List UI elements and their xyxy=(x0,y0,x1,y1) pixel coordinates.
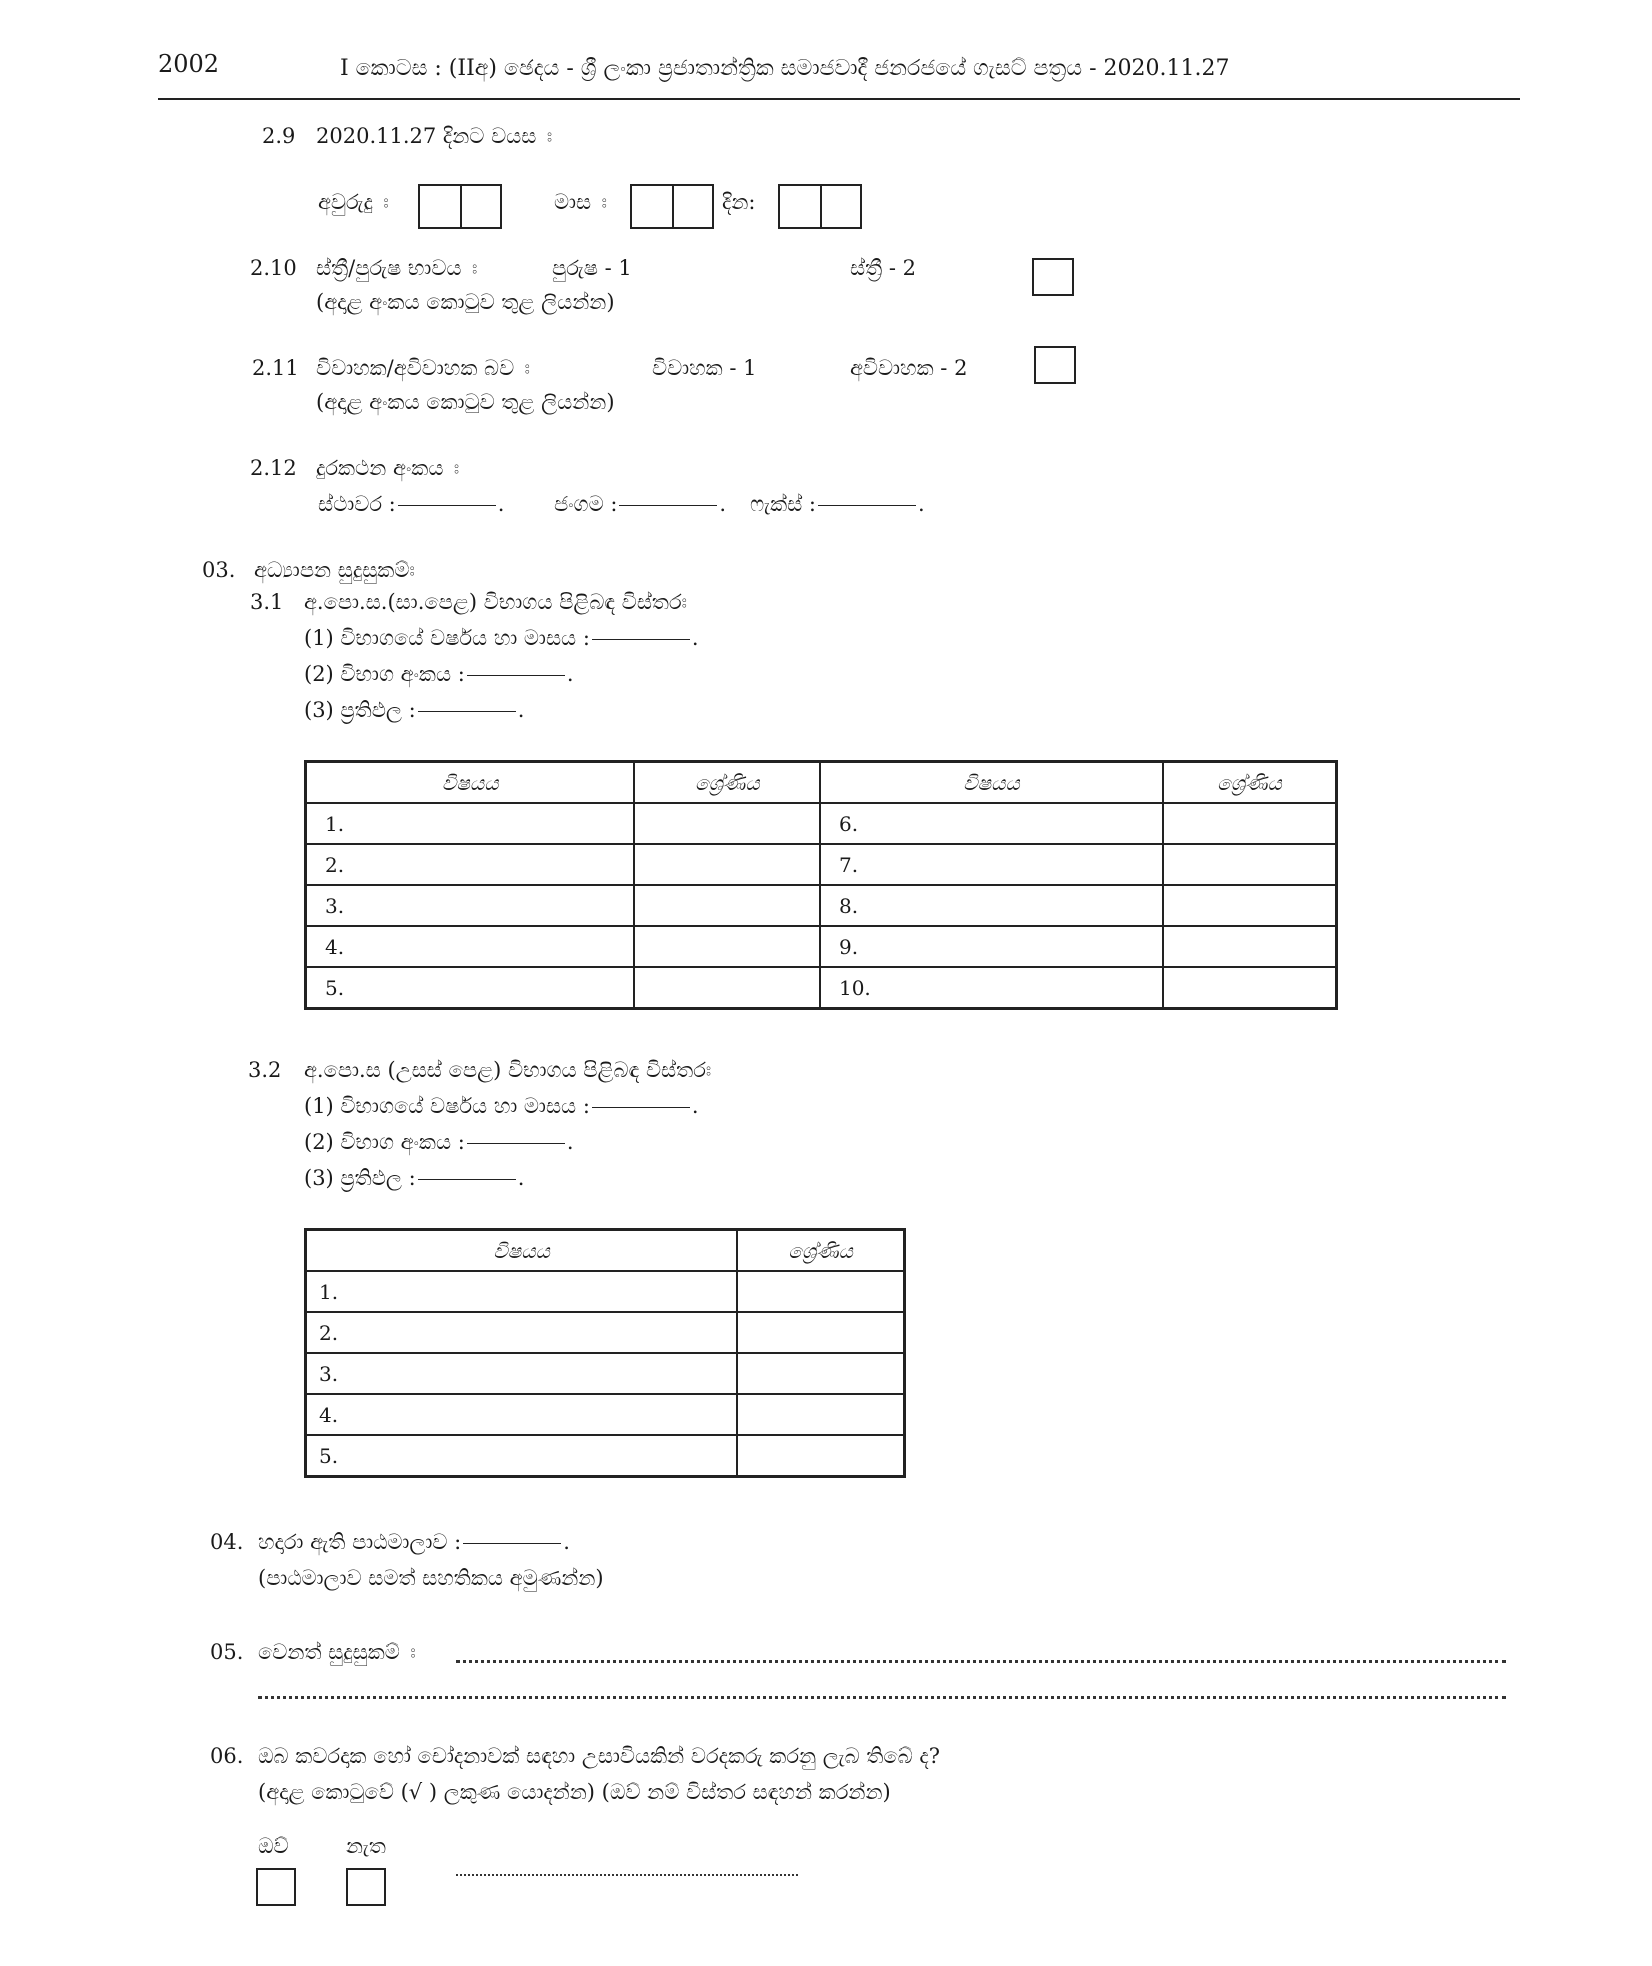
days-input-box[interactable] xyxy=(778,184,862,229)
ol-grade-cell[interactable] xyxy=(1163,885,1337,926)
s2-11-number: 2.11 xyxy=(252,356,299,380)
al-subject-header: විෂයය xyxy=(306,1230,738,1272)
marital-label: විවාහක/අවිවාහක බව ඃ xyxy=(316,356,531,380)
ol-results-label: (3) ප්‍රතිඵල : xyxy=(304,698,416,722)
ol-subject-cell[interactable]: 1. xyxy=(306,803,635,844)
s6-number: 06. xyxy=(210,1744,244,1768)
course-blank[interactable] xyxy=(463,1543,561,1544)
course-label: හදාරා ඇති පාඨමාලාව : xyxy=(258,1530,462,1554)
al-item-index: (2) විභාග අංකය : . xyxy=(304,1130,574,1154)
phone-mobile-line: ජංගම : . xyxy=(554,492,727,516)
al-grade-header: ශ්‍රේණිය xyxy=(737,1230,904,1272)
months-input-box[interactable] xyxy=(630,184,714,229)
yes-checkbox[interactable] xyxy=(256,1868,296,1906)
ol-subject-cell[interactable]: 8. xyxy=(820,885,1163,926)
ol-subject-cell[interactable]: 10. xyxy=(820,967,1163,1009)
ol-grade-cell[interactable] xyxy=(634,885,820,926)
other-qualifications-dotline-1[interactable] xyxy=(456,1660,1506,1663)
al-item-results: (3) ප්‍රතිඵල : . xyxy=(304,1166,525,1190)
s5-number: 05. xyxy=(210,1640,244,1664)
ol-grade-cell[interactable] xyxy=(634,967,820,1009)
table-row xyxy=(306,1394,905,1435)
phone-fax-label: ෆැක්ස් : xyxy=(750,492,816,516)
ol-subject-cell[interactable]: 2. xyxy=(306,844,635,885)
ol-results-blank[interactable] xyxy=(418,711,516,712)
table-row xyxy=(306,844,1337,885)
header-rule xyxy=(158,98,1520,100)
s2-12-number: 2.12 xyxy=(250,456,297,480)
ol-item-index: (2) විභාග අංකය : . xyxy=(304,662,574,686)
al-subject-cell[interactable]: 3. xyxy=(306,1353,738,1394)
ol-subject-cell[interactable]: 7. xyxy=(820,844,1163,885)
table-row xyxy=(306,926,1337,967)
ol-subject-header: විෂයය xyxy=(820,762,1163,804)
al-subject-cell[interactable]: 5. xyxy=(306,1435,738,1477)
ol-item-year-month: (1) විභාගයේ වර්ෂය හා මාසය : . xyxy=(304,626,699,650)
al-subject-cell[interactable]: 2. xyxy=(306,1312,738,1353)
marital-note: (අදාළ අංකය කොටුව තුළ ලියන්න) xyxy=(316,390,615,414)
ol-subject-header: විෂයය xyxy=(306,762,635,804)
al-subject-cell[interactable]: 4. xyxy=(306,1394,738,1435)
course-line: හදාරා ඇති පාඨමාලාව : . xyxy=(258,1530,570,1554)
marital-option-unmarried: අවිවාහක - 2 xyxy=(850,356,968,380)
phone-mobile-label: ජංගම : xyxy=(554,492,618,516)
ol-table-header xyxy=(306,762,1337,804)
s2-9-label: 2020.11.27 දිනට වයස ඃ xyxy=(316,124,553,148)
yes-label: ඔව් xyxy=(258,1834,289,1858)
ol-subject-cell[interactable]: 5. xyxy=(306,967,635,1009)
al-exam-label: අ.පො.ස (උසස් පෙළ) විභාගය පිළිබඳ විස්තරඃ xyxy=(304,1058,712,1082)
s4-number: 04. xyxy=(210,1530,244,1554)
ol-grade-cell[interactable] xyxy=(634,926,820,967)
page-number: 2002 xyxy=(158,50,220,78)
table-row xyxy=(306,1271,905,1312)
table-row xyxy=(306,885,1337,926)
ol-index-label: (2) විභාග අංකය : xyxy=(304,662,465,686)
ol-subject-cell[interactable]: 6. xyxy=(820,803,1163,844)
al-grade-cell[interactable] xyxy=(737,1435,904,1477)
conviction-details-dotline[interactable] xyxy=(456,1874,798,1876)
al-table-header xyxy=(306,1230,905,1272)
other-qualifications-dotline-2[interactable] xyxy=(258,1696,1506,1699)
ol-grade-header: ශ්‍රේණිය xyxy=(634,762,820,804)
ol-item-results: (3) ප්‍රතිඵල : . xyxy=(304,698,525,722)
al-year-month-label: (1) විභාගයේ වර්ෂය හා මාසය : xyxy=(304,1094,590,1118)
phone-fixed-line: ස්ථාවර : . xyxy=(318,492,505,516)
ol-subject-cell[interactable]: 3. xyxy=(306,885,635,926)
no-label: නැත xyxy=(346,1834,386,1858)
s2-10-number: 2.10 xyxy=(250,256,297,280)
al-grade-cell[interactable] xyxy=(737,1394,904,1435)
ol-exam-label: අ.පො.ස.(සා.පෙළ) විභාගය පිළිබඳ විස්තරඃ xyxy=(304,590,688,614)
al-results-table xyxy=(304,1228,906,1478)
ol-grade-cell[interactable] xyxy=(1163,844,1337,885)
s3-2-number: 3.2 xyxy=(248,1058,282,1082)
al-index-label: (2) විභාග අංකය : xyxy=(304,1130,465,1154)
gazette-header-title: I කොටස : (IIඅ) ඡෙදය - ශ්‍රී ලංකා ප්‍රජාතාන්ත්‍රික සමාජවාදී ජනරජයේ ගැසට් පත්‍රය - 2020.11.27 xyxy=(340,56,1230,81)
ol-grade-cell[interactable] xyxy=(634,803,820,844)
ol-results-table xyxy=(304,760,1338,1010)
table-row xyxy=(306,1353,905,1394)
al-grade-cell[interactable] xyxy=(737,1312,904,1353)
ol-grade-cell[interactable] xyxy=(1163,926,1337,967)
phone-label: දුරකථන අංකය ඃ xyxy=(316,456,460,480)
ol-grade-cell[interactable] xyxy=(1163,803,1337,844)
s2-9-number: 2.9 xyxy=(262,124,296,148)
table-row xyxy=(306,803,1337,844)
al-results-label: (3) ප්‍රතිඵල : xyxy=(304,1166,416,1190)
gender-input-box[interactable] xyxy=(1032,258,1074,296)
al-item-year-month: (1) විභාගයේ වර්ෂය හා මාසය : . xyxy=(304,1094,699,1118)
ol-year-month-blank[interactable] xyxy=(592,639,690,640)
phone-fixed-blank[interactable] xyxy=(398,505,496,506)
s3-1-number: 3.1 xyxy=(250,590,284,614)
phone-fixed-label: ස්ථාවර : xyxy=(318,492,396,516)
table-row xyxy=(306,1435,905,1477)
marital-option-married: විවාහක - 1 xyxy=(652,356,757,380)
al-year-month-blank[interactable] xyxy=(592,1107,690,1108)
conviction-note: (අදාළ කොටුවේ (√ ) ලකුණ යොදන්න) (ඔව් නම් විස්තර සඳහන් කරන්න) xyxy=(258,1780,891,1804)
gender-option-female: ස්ත්‍රී - 2 xyxy=(850,256,916,280)
table-row xyxy=(306,1312,905,1353)
ol-year-month-label: (1) විභාගයේ වර්ෂය හා මාසය : xyxy=(304,626,590,650)
gender-label: ස්ත්‍රී/පුරුෂ භාවය ඃ xyxy=(316,256,478,280)
gender-option-male: පුරුෂ - 1 xyxy=(552,256,632,280)
al-index-blank[interactable] xyxy=(467,1143,565,1144)
ol-grade-cell[interactable] xyxy=(1163,967,1337,1009)
ol-grade-header: ශ්‍රේණිය xyxy=(1163,762,1337,804)
education-label: අධ්‍යාපන සුදුසුකම්ඃ xyxy=(254,558,415,582)
course-note: (පාඨමාලාව සමත් සහතිකය අමුණන්න) xyxy=(258,1566,604,1590)
s3-number: 03. xyxy=(202,558,236,582)
al-results-blank[interactable] xyxy=(418,1179,516,1180)
days-label: දින: xyxy=(722,190,756,214)
al-subject-cell[interactable]: 1. xyxy=(306,1271,738,1312)
other-qualifications-label: වෙනත් සුදුසුකම් ඃ xyxy=(258,1640,416,1664)
gender-note: (අදාළ අංකය කොටුව තුළ ලියන්න) xyxy=(316,290,615,314)
phone-mobile-blank[interactable] xyxy=(619,505,717,506)
phone-fax-line: ෆැක්ස් : . xyxy=(750,492,925,516)
ol-grade-cell[interactable] xyxy=(634,844,820,885)
phone-fax-blank[interactable] xyxy=(818,505,916,506)
months-label: මාස ඃ xyxy=(554,190,607,214)
al-grade-cell[interactable] xyxy=(737,1353,904,1394)
ol-index-blank[interactable] xyxy=(467,675,565,676)
ol-subject-cell[interactable]: 4. xyxy=(306,926,635,967)
al-grade-cell[interactable] xyxy=(737,1271,904,1312)
no-checkbox[interactable] xyxy=(346,1868,386,1906)
conviction-question: ඔබ කවරදාක හෝ චෝදනාවක් සඳහා උසාවියකින් වරදකරු කරනු ලැබ තිබේ ද? xyxy=(258,1744,940,1768)
ol-subject-cell[interactable]: 9. xyxy=(820,926,1163,967)
table-row xyxy=(306,967,1337,1009)
years-input-box[interactable] xyxy=(418,184,502,229)
marital-input-box[interactable] xyxy=(1034,346,1076,384)
years-label: අවුරුදු ඃ xyxy=(318,190,389,214)
